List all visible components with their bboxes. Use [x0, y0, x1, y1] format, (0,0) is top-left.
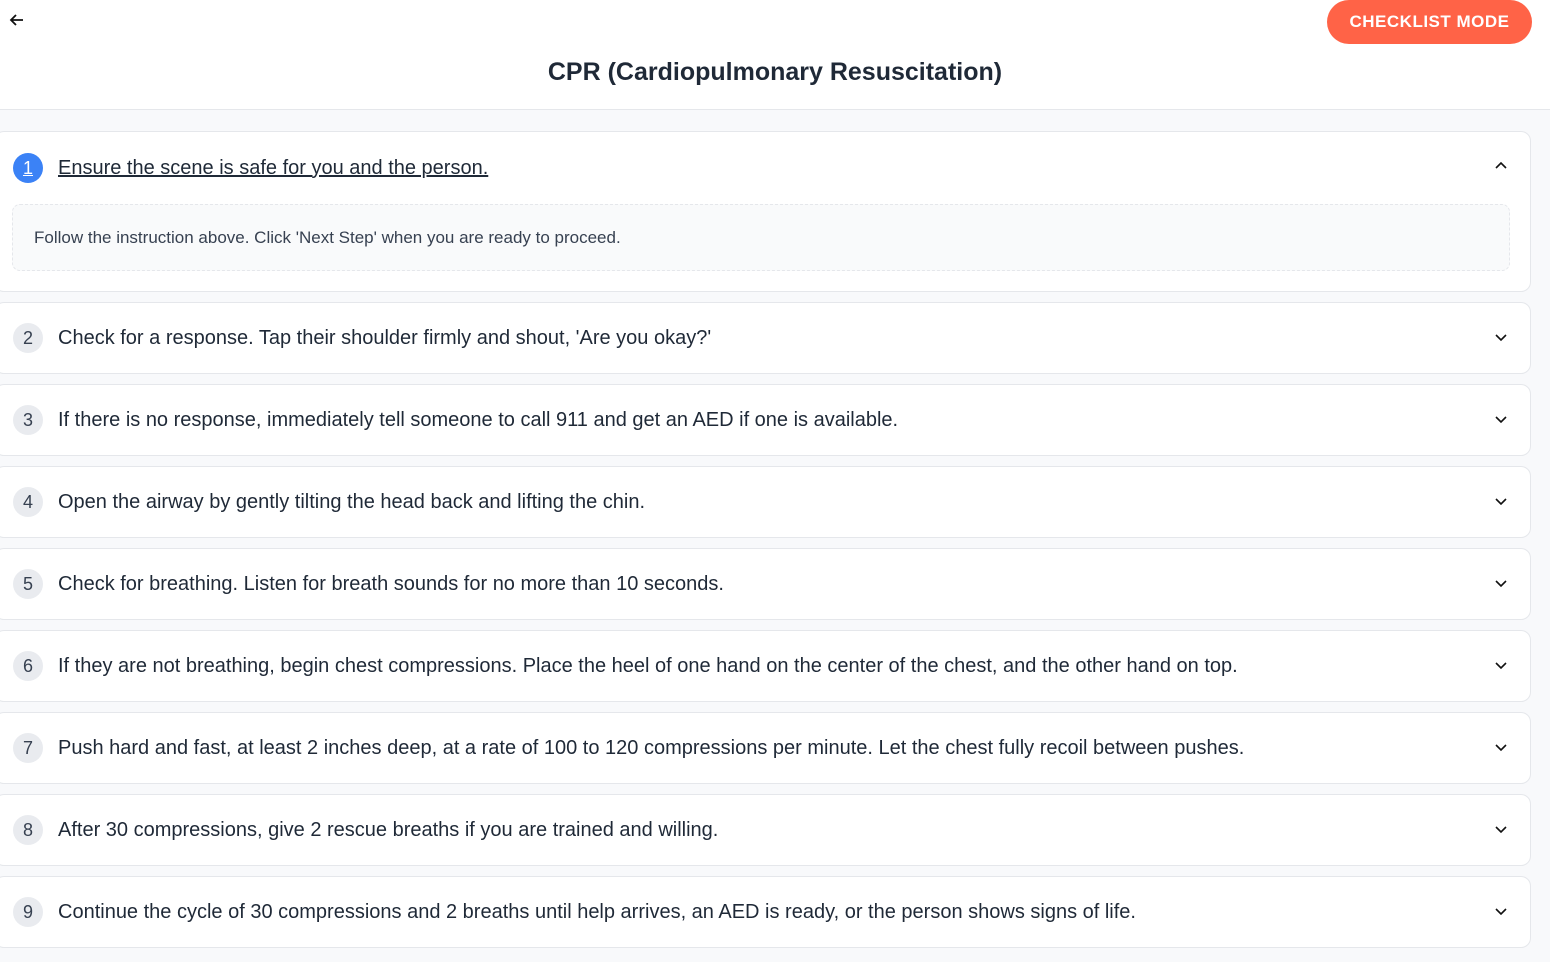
step-text: After 30 compressions, give 2 rescue breaths if you are trained and willing. — [58, 818, 719, 841]
step-header[interactable] — [0, 877, 1530, 947]
step-number-badge: 5 — [13, 569, 43, 599]
step-number-badge: 4 — [13, 487, 43, 517]
chevron-down-icon[interactable] — [1494, 740, 1508, 754]
step-header[interactable] — [0, 132, 1530, 204]
step-card — [0, 384, 1531, 456]
step-text: Check for breathing. Listen for breath sounds for no more than 10 seconds. — [58, 572, 724, 595]
step-card — [0, 548, 1531, 620]
step-card — [0, 131, 1531, 292]
step-text: Continue the cycle of 30 compressions and 2 breaths until help arrives, an AED is ready, or the person shows signs of life. — [58, 900, 1136, 923]
step-text: Ensure the scene is safe for you and the person. — [58, 156, 489, 179]
step-number-badge: 3 — [13, 405, 43, 435]
checklist-mode-button[interactable]: CHECKLIST MODE — [1327, 0, 1532, 44]
step-header[interactable] — [0, 549, 1530, 619]
step-card — [0, 630, 1531, 702]
step-number-badge: 9 — [13, 897, 43, 927]
chevron-up-icon[interactable] — [1494, 159, 1508, 173]
chevron-down-icon[interactable] — [1494, 330, 1508, 344]
step-card — [0, 794, 1531, 866]
step-text: Push hard and fast, at least 2 inches deep, at a rate of 100 to 120 compressions per minute. Let the chest fully recoil between pushes. — [58, 736, 1245, 759]
step-header[interactable] — [0, 795, 1530, 865]
step-text: If they are not breathing, begin chest compressions. Place the heel of one hand on the center of the chest, and the other hand on top. — [58, 654, 1238, 677]
step-detail: Follow the instruction above. Click 'Next Step' when you are ready to proceed. — [12, 204, 1510, 271]
header — [0, 0, 1550, 110]
step-card — [0, 302, 1531, 374]
step-text: Open the airway by gently tilting the head back and lifting the chin. — [58, 490, 646, 513]
step-header[interactable] — [0, 713, 1530, 783]
step-header[interactable] — [0, 467, 1530, 537]
step-number-badge: 2 — [13, 323, 43, 353]
step-text: If there is no response, immediately tell someone to call 911 and get an AED if one is available. — [58, 408, 899, 431]
chevron-down-icon[interactable] — [1494, 822, 1508, 836]
step-header[interactable] — [0, 303, 1530, 373]
back-arrow-icon[interactable] — [7, 10, 27, 30]
steps-list — [0, 131, 1531, 958]
step-card — [0, 876, 1531, 948]
step-text: Check for a response. Tap their shoulder firmly and shout, 'Are you okay?' — [58, 326, 712, 349]
step-header[interactable] — [0, 631, 1530, 701]
chevron-down-icon[interactable] — [1494, 904, 1508, 918]
chevron-down-icon[interactable] — [1494, 494, 1508, 508]
step-card — [0, 466, 1531, 538]
step-number-badge: 7 — [13, 733, 43, 763]
step-card — [0, 712, 1531, 784]
step-header[interactable] — [0, 385, 1530, 455]
step-number-badge: 6 — [13, 651, 43, 681]
page-title: CPR (Cardiopulmonary Resuscitation) — [547, 58, 1003, 86]
step-number-badge: 1 — [13, 153, 43, 183]
chevron-down-icon[interactable] — [1494, 576, 1508, 590]
chevron-down-icon[interactable] — [1494, 412, 1508, 426]
chevron-down-icon[interactable] — [1494, 658, 1508, 672]
step-number-badge: 8 — [13, 815, 43, 845]
